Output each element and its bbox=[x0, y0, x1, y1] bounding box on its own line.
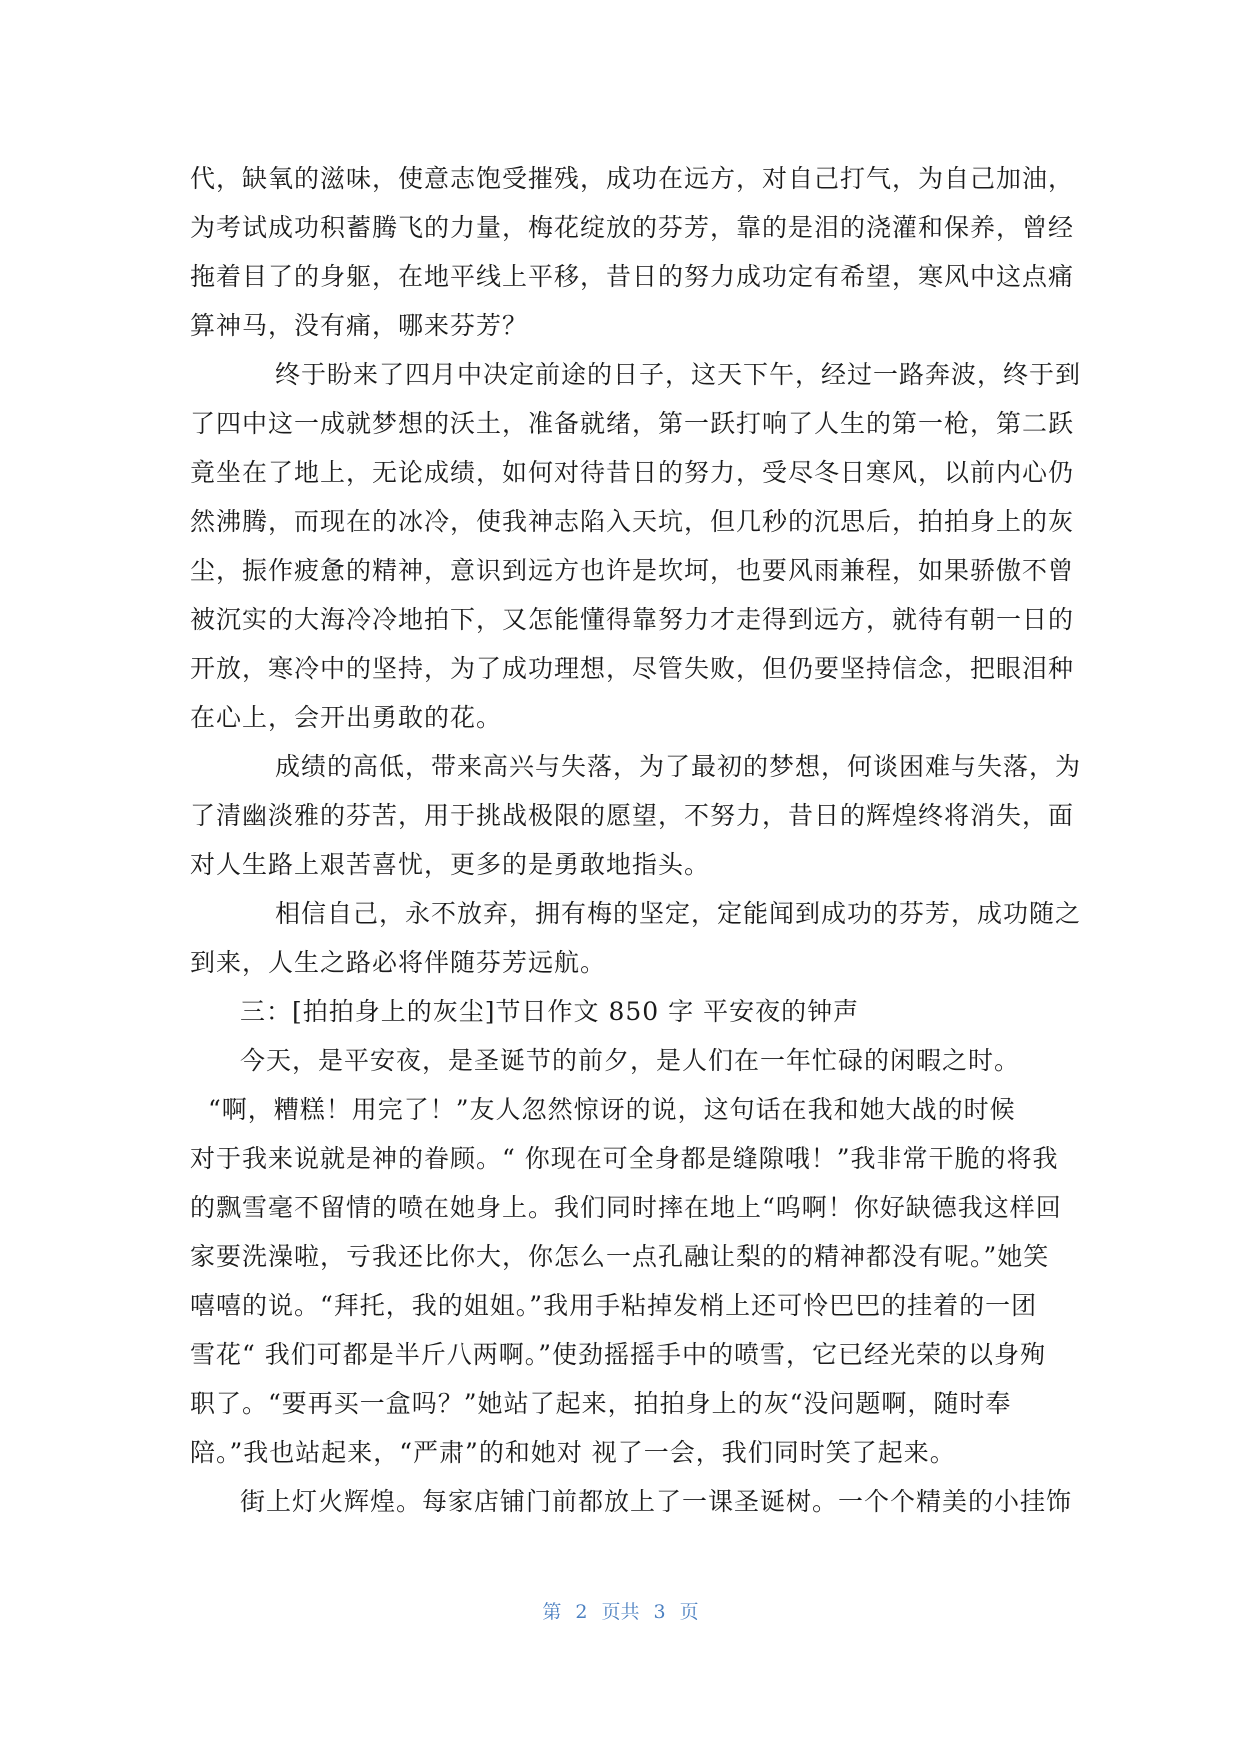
footer-suffix: 页 bbox=[679, 1601, 699, 1623]
text-line: 然沸腾，而现在的冰冷，使我神志陷入天坑，但几秒的沉思后，拍拍身上的灰 bbox=[190, 507, 1075, 536]
total-pages-number: 3 bbox=[653, 1601, 666, 1623]
text-line: 对人生路上艰苦喜忧，更多的是勇敢地指头。 bbox=[190, 850, 711, 879]
section-heading: 三：[拍拍身上的灰尘]节日作文 850 字 平安夜的钟声 bbox=[240, 997, 860, 1026]
text-line: 被沉实的大海冷冷地拍下，又怎能懂得靠努力才走得到远方，就待有朝一日的 bbox=[190, 605, 1075, 634]
paragraph-first-line: 终于盼来了四月中决定前途的日子，这天下午，经过一路奔波，终于到 bbox=[275, 360, 1082, 389]
text-line: 在心上，会开出勇敢的花。 bbox=[190, 703, 503, 732]
paragraph-first-line: “啊，糟糕！用完了！”友人忽然惊讶的说，这句话在我和她大战的时候 bbox=[208, 1095, 1016, 1124]
text-line: 嘻嘻的说。“拜托，我的姐姐。”我用手粘掉发梢上还可怜巴巴的挂着的一团 bbox=[190, 1291, 1038, 1320]
paragraph-first-line: 成绩的高低，带来高兴与失落，为了最初的梦想，何谈困难与失落，为 bbox=[275, 752, 1082, 781]
text-line: 陪。”我也站起来，“严肃”的和她对 视了一会，我们同时笑了起来。 bbox=[190, 1438, 956, 1467]
text-line: 算神马，没有痛，哪来芬芳？ bbox=[190, 311, 529, 340]
text-line: 开放，寒冷中的坚持，为了成功理想，尽管失败，但仍要坚持信念，把眼泪种 bbox=[190, 654, 1075, 683]
text-line: 尘，振作疲惫的精神，意识到远方也许是坎坷，也要风雨兼程，如果骄傲不曾 bbox=[190, 556, 1075, 585]
paragraph-first-line: 相信自己，永不放弃，拥有梅的坚定，定能闻到成功的芬芳，成功随之 bbox=[275, 899, 1082, 928]
text-line: 代，缺氧的滋味，使意志饱受摧残，成功在远方，对自己打气，为自己加油， bbox=[190, 164, 1075, 193]
text-line: 雪花“ 我们可都是半斤八两啊。”使劲摇摇手中的喷雪，它已经光荣的以身殉 bbox=[190, 1340, 1047, 1369]
footer-prefix: 第 bbox=[542, 1601, 562, 1623]
current-page-number: 2 bbox=[575, 1601, 588, 1623]
text-line: 到来，人生之路必将伴随芬芳远航。 bbox=[190, 948, 607, 977]
text-line: 家要洗澡啦，亏我还比你大，你怎么一点孔融让梨的的精神都没有呢。”她笑 bbox=[190, 1242, 1050, 1271]
text-line: 职了。“要再买一盒吗？”她站了起来，拍拍身上的灰“没问题啊，随时奉 bbox=[190, 1389, 1012, 1418]
text-line: 竟坐在了地上，无论成绩，如何对待昔日的努力，受尽冬日寒风，以前内心仍 bbox=[190, 458, 1075, 487]
text-line: 对于我来说就是神的眷顾。“ 你现在可全身都是缝隙哦！”我非常干脆的将我 bbox=[190, 1144, 1059, 1173]
text-line: 了四中这一成就梦想的沃土，准备就绪，第一跃打响了人生的第一枪，第二跃 bbox=[190, 409, 1075, 438]
text-line: 的飘雪毫不留情的喷在她身上。我们同时摔在地上“呜啊！你好缺德我这样回 bbox=[190, 1193, 1062, 1222]
text-line: 拖着目了的身躯，在地平线上平移，昔日的努力成功定有希望，寒风中这点痛 bbox=[190, 262, 1075, 291]
page-footer bbox=[0, 1597, 1241, 1624]
paragraph-first-line: 街上灯火辉煌。每家店铺门前都放上了一课圣诞树。一个个精美的小挂饰 bbox=[240, 1487, 1073, 1516]
paragraph-first-line: 今天，是平安夜，是圣诞节的前夕，是人们在一年忙碌的闲暇之时。 bbox=[240, 1046, 1021, 1075]
text-line: 为考试成功积蓄腾飞的力量，梅花绽放的芬芳，靠的是泪的浇灌和保养，曾经 bbox=[190, 213, 1075, 242]
text-line: 了清幽淡雅的芬苦，用于挑战极限的愿望，不努力，昔日的辉煌终将消失，面 bbox=[190, 801, 1075, 830]
footer-mid: 页共 bbox=[601, 1601, 640, 1623]
